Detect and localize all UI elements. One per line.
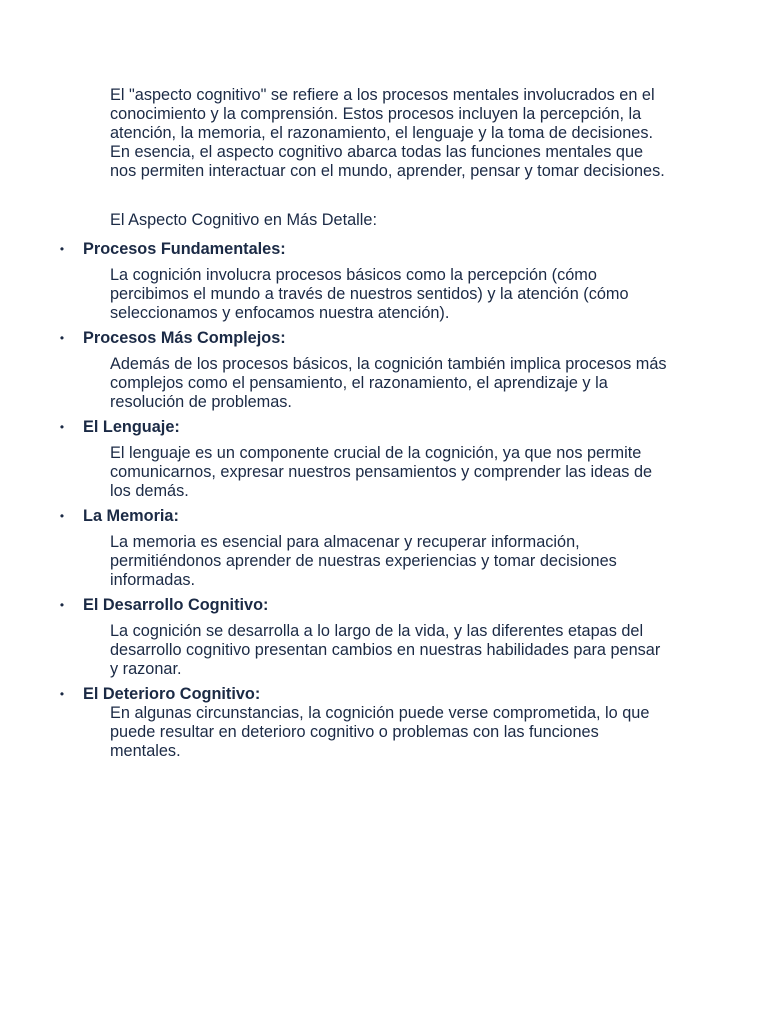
bullet-icon: • [59,242,65,256]
detail-list [0,240,768,767]
list-item [0,329,768,412]
intro-paragraph: El "aspecto cognitivo" se refiere a los procesos mentales involucrados en el conocimiento y la comprensión. Estos procesos incluyen la percepción, la atención, la memoria, el razonamiento, el lenguaje y la toma de decisiones. En esencia, el aspecto cognitivo abarca todas las funciones mentales que nos permiten interactuar con el mundo, aprender, pensar y tomar decisiones. [110,86,665,180]
list-item-title: El Deterioro Cognitivo: [83,685,261,703]
list-item [0,596,768,679]
list-item [0,240,768,323]
bullet-icon: • [59,598,65,612]
list-item-title: Procesos Más Complejos: [83,329,286,347]
list-item-title: El Lenguaje: [83,418,180,436]
list-item-title: El Desarrollo Cognitivo: [83,596,269,614]
bullet-icon: • [59,687,65,701]
list-item-body: La cognición involucra procesos básicos como la percepción (cómo percibimos el mundo a través de nuestros sentidos) y la atención (cómo seleccionamos y enfocamos nuestra atención). [110,266,629,322]
bullet-icon: • [59,331,65,345]
list-item [0,418,768,501]
list-item-body: Además de los procesos básicos, la cognición también implica procesos más complejos como el pensamiento, el razonamiento, el aprendizaje y la resolución de problemas. [110,355,667,411]
list-item [0,507,768,590]
section-subheading: El Aspecto Cognitivo en Más Detalle: [110,211,377,229]
list-item-body: La memoria es esencial para almacenar y recuperar información, permitiéndonos aprender de nuestras experiencias y tomar decisiones informadas. [110,533,617,589]
bullet-icon: • [59,509,65,523]
bullet-icon: • [59,420,65,434]
list-item-title: Procesos Fundamentales: [83,240,286,258]
list-item-body: El lenguaje es un componente crucial de la cognición, ya que nos permite comunicarnos, expresar nuestros pensamientos y comprender las ideas de los demás. [110,444,653,500]
list-item-body: En algunas circunstancias, la cognición puede verse comprometida, lo que puede resultar en deterioro cognitivo o problemas con las funciones mentales. [110,704,650,760]
list-item-title: La Memoria: [83,507,179,525]
list-item [0,685,768,761]
list-item-body: La cognición se desarrolla a lo largo de la vida, y las diferentes etapas del desarrollo cognitivo presentan cambios en nuestras habilidades para pensar y razonar. [110,622,661,678]
